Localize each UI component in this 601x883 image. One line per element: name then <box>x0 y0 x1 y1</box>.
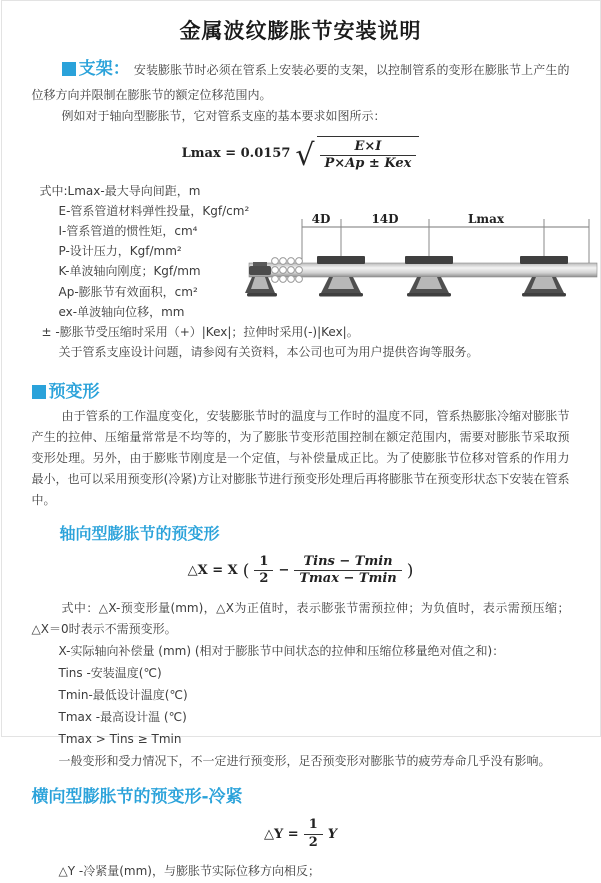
document-page <box>1 0 601 879</box>
axial-formula-half-fraction <box>254 554 273 588</box>
page-title: 金属波纹膨胀节安装说明 <box>179 19 422 43</box>
pipe-support-diagram-svg <box>249 211 601 306</box>
support-heading-label: 支架： <box>78 59 130 79</box>
axial-explanation-paragraph: 式中：△X-预变形量(mm)，△X为正值时，表示膨张节需预拉伸；为负值时，表示需预压缩；△X＝0时表示不需预变形。 <box>31 600 570 636</box>
axial-fatigue-note: 一般变形和受力情况下，不一定进行预变形，足否预变形对膨胀节的疲劳寿命几乎没有影响。 <box>58 753 551 768</box>
axial-formula-temp-fraction <box>294 554 401 588</box>
definition-item: I-管系管道的惯性矩，cm⁴ <box>58 224 198 239</box>
lmax-formula-radicand <box>317 136 420 173</box>
axial-line: Tmax > Tins ≥ Tmin <box>58 732 182 747</box>
axial-line: Tmin-最低设计温度(℃) <box>58 688 188 702</box>
definition-item: 式中:Lmax-最大导向间距，m <box>39 183 201 198</box>
temp-numerator: Tins − Tmin <box>303 553 393 569</box>
lateral-formula-lhs: △Y = <box>263 826 299 842</box>
definition-item: ex-单波轴向位移，mm <box>58 304 185 319</box>
definition-item: E-管系管道材料弹性投量，Kgf/cm² <box>58 203 250 218</box>
lmax-formula <box>32 135 570 173</box>
half-denominator: 2 <box>254 570 273 587</box>
half-numerator: 1 <box>259 553 269 569</box>
section-marker-icon <box>32 385 46 399</box>
dim-label-lmax: Lmax <box>468 211 505 226</box>
support-para1-text: 安装膨胀节时必须在管系上安装必要的支架，以控制管系的变形在膨胀节上产生的位移方向并限制在膨胀节的额定位移范围内。 <box>31 63 570 102</box>
predeform-section-heading <box>32 377 570 402</box>
symbol-definition-list <box>40 181 250 322</box>
predeform-paragraph: 由于管系的工作温度变化，安装膨胀节时的温度与工作时的温度不同，管系热膨胀冷缩对膨胀节产生的拉伸、压缩量常常是不均等的，为了膨胀节变形范围控制在额定范围内，需要对膨胀节采取预变形处理。另外，由于膨账节刚度是一个定值，与补偿量成正比。为了使膨胀节位移对管系的作用力最小，也可以采用预变形(冷紧)方让对膨胀节进行预变形处理后再将膨胀节在预变形状态下安装在管系中。 <box>31 408 570 507</box>
kex-note: ± -膨胀节受压缩时采用（+）|Kex|；拉伸时采用(-)|Kex|。 <box>41 324 359 339</box>
dim-label-14d: 14D <box>371 211 399 226</box>
axial-line: Tins -安装温度(℃) <box>58 665 162 680</box>
axial-line: X-实际轴向补偿量 (mm) (相对于膨胀节中间状态的拉伸和压缩位移量绝对值之和)： <box>58 643 505 658</box>
definition-item: Ap-膨胀节有效面积，cm² <box>58 284 198 299</box>
axial-formula <box>32 552 570 590</box>
support-example-line: 例如对于轴向型膨胀节，它对管系支座的基本要求如图所示： <box>61 108 386 123</box>
minus-sign: − <box>278 563 290 579</box>
support-section-heading <box>62 59 130 79</box>
dim-label-4d: 4D <box>311 211 331 226</box>
axial-symbol-lines <box>59 640 570 751</box>
predeform-heading-label: 预变形 <box>48 381 100 402</box>
definition-item: K-单波轴向刚度；Kgf/mm <box>58 264 201 279</box>
lmax-formula-lhs: Lmax = 0.0157 <box>181 146 291 162</box>
lmax-formula-numerator: E×I <box>354 138 382 154</box>
axial-line: Tmax -最高设计温 (℃) <box>58 710 187 725</box>
pipe-support-diagram <box>249 181 601 322</box>
lateral-formula-fraction <box>304 817 323 851</box>
section-marker-icon <box>62 62 76 76</box>
consulting-note: 关于管系支座设计问题，请参阅有关资料，本公司也可为用户提供咨询等服务。 <box>58 345 479 360</box>
lateral-formula-rhs: Y <box>327 826 338 842</box>
definitions-and-diagram-row <box>40 181 570 322</box>
lateral-note: △Y -冷紧量(mm)，与膨胀节实际位移方向相反； <box>58 864 320 879</box>
close-paren: ) <box>406 560 414 581</box>
axial-formula-lhs: △X = X <box>187 563 238 579</box>
lmax-formula-fraction <box>320 139 417 173</box>
lateral-numerator: 1 <box>308 817 318 833</box>
axial-subheading: 轴向型膨胀节的预变形 <box>59 523 220 543</box>
support-intro-paragraph <box>32 55 570 106</box>
lateral-formula <box>32 815 570 853</box>
sqrt-radical-icon: √ <box>295 137 315 173</box>
definition-item: P-设计压力，Kgf/mm² <box>58 244 182 259</box>
lmax-formula-denominator: P×Ap ± Kex <box>320 155 417 172</box>
lateral-subheading: 横向型膨胀节的预变形-冷紧 <box>31 787 243 808</box>
lateral-denominator: 2 <box>304 834 323 851</box>
temp-denominator: Tmax − Tmin <box>294 570 401 587</box>
open-paren: ( <box>242 560 250 581</box>
